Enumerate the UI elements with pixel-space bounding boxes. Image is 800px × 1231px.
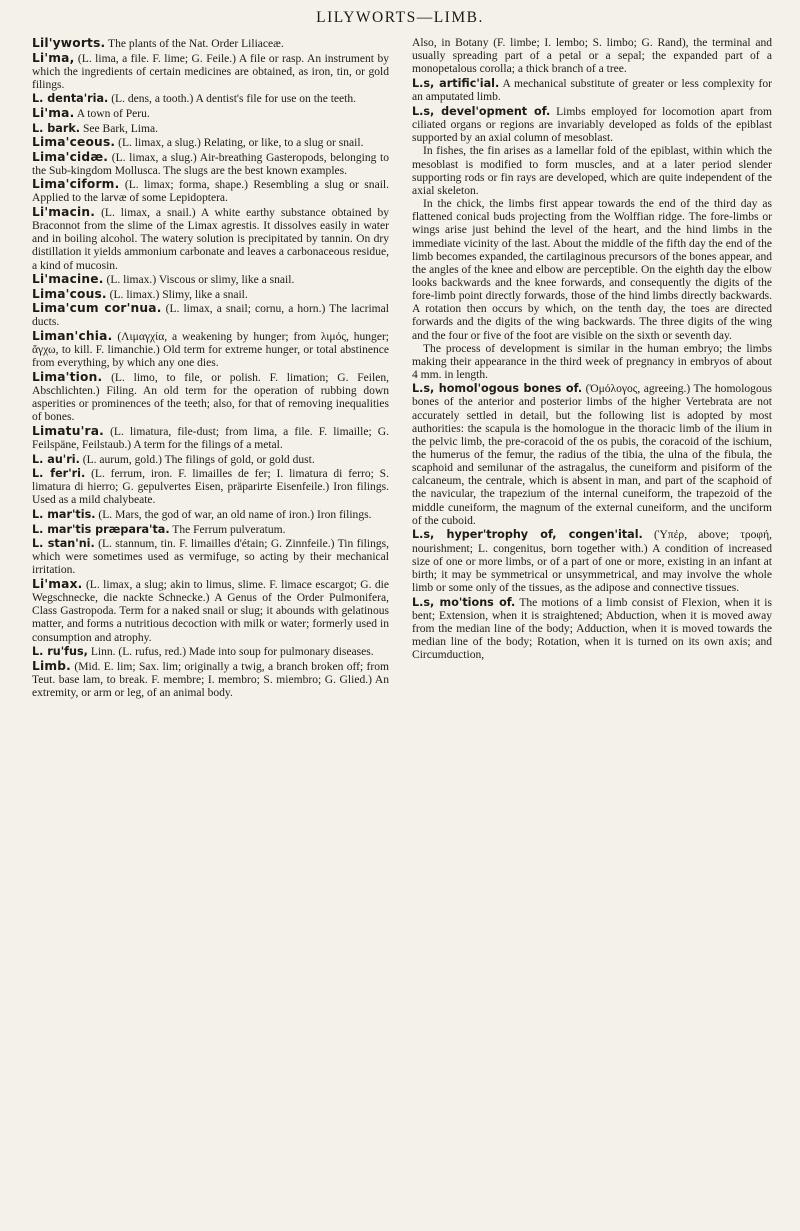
entry-headword: L.s, mo'tions of. <box>412 595 516 609</box>
dictionary-entry <box>412 77 772 104</box>
dictionary-entry <box>32 288 389 302</box>
entry-text: The Ferrum pulveratum. <box>172 523 286 536</box>
entry-text: (Mid. E. lim; Sax. lim; originally a twig, a branch broken off; from Teut. base lam, to break. F. membre; I. membro; S. miembro; G. Glied.) An extremity, or arm or leg, of an animal body. <box>32 660 390 699</box>
entry-text: (L. limax; forma, shape.) Resembling a slug or snail. Applied to the larvæ of some Lepidoptera. <box>32 179 390 205</box>
dictionary-entry <box>32 453 389 467</box>
entry-text: Limbs employed for locomotion apart from ciliated organs or regions are invariably developed as folds of the epiblast supported by an axial column of mesoblast. <box>412 105 772 144</box>
dictionary-entry <box>32 537 389 577</box>
entry-text: (L. limax, a snail.) A white earthy substance obtained by Braconnot from the slime of the Limax agrestis. It dissolves easily in water and in boiling alcohol. The watery solution is precipitated by tannin. On dry distillation it yields ammonium carbonate and leaves a carbonaceous residue, a kind of mucosin. <box>32 207 389 272</box>
dictionary-entry <box>32 107 389 121</box>
entry-text: The process of development is similar in the human embryo; the limbs making their appearance in the third week of pregnancy in embryos of about 4 mm. in length. <box>412 342 772 382</box>
entry-headword: Lima'cum cor'nua. <box>32 301 162 316</box>
entry-paragraph <box>412 343 772 382</box>
entry-headword: L. stan'ni. <box>32 537 95 551</box>
entry-text: (L. ferrum, iron. F. limailles de fer; I. limatura di ferro; S. limatura di hierro; G. gepulvertes Eisen, präparirte Eisenfeile.) Iron filings. Used as a mild chalybeate. <box>32 468 389 507</box>
entry-headword: Li'ma, <box>32 50 75 65</box>
entry-text: Linn. (L. rufus, red.) Made into soup for pulmonary diseases. <box>90 646 374 659</box>
entry-headword: L. bark. <box>32 121 81 135</box>
entry-text: (L. Mars, the god of war, an old name of iron.) Iron filings. <box>98 508 372 521</box>
dictionary-entry <box>412 528 772 595</box>
right-column <box>412 37 772 663</box>
entry-text: (L. aurum, gold.) The filings of gold, or gold dust. <box>82 453 315 466</box>
entry-text: (L. limatura, file-dust; from lima, a file. F. limaille; G. Feilspäne, Feilstaub.) A term for the filings of a metal. <box>32 425 389 451</box>
dictionary-entry <box>32 206 389 273</box>
dictionary-entry <box>412 37 772 76</box>
entry-headword: L. au'ri. <box>32 452 80 466</box>
entry-headword: L. mar'tis præpara'ta. <box>32 522 170 536</box>
entry-headword: Li'ma. <box>32 105 75 120</box>
dictionary-entry <box>32 660 389 700</box>
dictionary-entry <box>32 425 389 452</box>
entry-text: (Ὁμόλογος, agreeing.) The homologous bones of the anterior and posterior limbs of the higher Vertebrata are not accurately settled in detail, but the following list is adopted by most authorities: the scapula is the homologue in the thoracic limb of the ilium in the pelvic limb, the pre-coracoid of the os pubis, the coracoid of the ischium, the humerus of the femur, the radius of the tibia, the ulna of the fibula, the scaphoid and semilunar of the astragalus, the cuneiform and pisiform of the calcaneum, the centrale, which is absent in man, and part of the scaphoid of the navicular, the trapezium of the internal cuneiform, the trapezoid of the middle cuneiform, the magnum of the external cuneiform, and the unciform of the cuboid. <box>412 383 772 527</box>
entry-text: (Λιμαγχία, a weakening by hunger; from λιμός, hunger; ἄγχω, to kill. F. limanchie.) Old term for extreme hunger, or total abstinence from everything, by which any one dies. <box>32 330 389 370</box>
entry-headword: L. fer'ri. <box>32 467 86 481</box>
entry-text: (Ὑπέρ, above; τροφή, nourishment; L. congenitus, born together with.) A condition of increased size of one or more limbs, or of a part of one or more, existing in an infant at birth; it may be symmetrical or unsymmetrical, and may involve the whole limb or some only of the tissues, as the adipose and connective tissues. <box>412 529 773 594</box>
dictionary-entry <box>32 151 389 178</box>
entry-text: The plants of the Nat. Order Liliaceæ. <box>108 38 284 50</box>
dictionary-entry <box>32 178 389 205</box>
dictionary-entry <box>412 105 772 145</box>
entry-headword: Lima'ciform. <box>32 177 120 192</box>
entry-headword: L.s, artific'ial. <box>412 76 500 90</box>
entry-text: (L. limax, a slug.) Air-breathing Gasteropods, belonging to the Sub-kingdom Mollusca. The slugs are the best known examples. <box>32 151 390 177</box>
entry-text: (L. limax, a slug.) Relating, or like, to a slug or snail. <box>118 137 364 150</box>
entry-text: (L. lima, a file. F. lime; G. Feile.) A file or rasp. An instrument by which the ingredients of certain medicines are obtained, as iron, tin, or gold filings. <box>32 52 389 91</box>
dictionary-entry <box>32 467 389 507</box>
entry-headword: Li'max. <box>32 576 83 591</box>
dictionary-entry <box>32 273 389 287</box>
dictionary-entry <box>412 596 772 663</box>
entry-text: A town of Peru. <box>76 107 150 120</box>
entry-headword: L.s, devel'opment of. <box>412 104 551 118</box>
entry-headword: Lima'cous. <box>32 286 107 301</box>
dictionary-entry <box>32 371 389 425</box>
entry-headword: Li'macin. <box>32 205 96 219</box>
running-header: LILYWORTS—LIMB. <box>316 9 484 26</box>
entry-headword: Lil'yworts. <box>32 36 106 50</box>
entry-headword: Li'macine. <box>32 272 104 287</box>
left-column <box>32 37 389 700</box>
entry-text: (L. stannum, tin. F. limailles d'étain; G. Zinnfeile.) Tin filings, which were sometimes used as vermifuge, so acting by their mechanical irritation. <box>32 538 389 577</box>
entry-text: (L. limax, a snail; cornu, a horn.) The lacrimal ducts. <box>32 303 389 329</box>
entry-headword: L. denta'ria. <box>32 92 109 106</box>
entry-text: Also, in Botany (F. limbe; I. lembo; S. limbo; G. Rand), the terminal and usually spreading part of a petal or a sepal; the expanded part of a monopetalous corolla; a thick branch of a tree. <box>412 37 772 76</box>
entry-headword: L.s, homol'ogous bones of. <box>412 382 583 396</box>
entry-text: In fishes, the fin arises as a lamellar fold of the epiblast, within which the mesoblast is modified to form muscles, and at a later period slender supporting rods or fin rays are developed, which are quite independent of the axial skeleton. <box>412 145 772 197</box>
dictionary-entry <box>32 92 389 106</box>
entry-text: In the chick, the limbs first appear towards the end of the third day as flattened conical buds projecting from the Wolffian ridge. The fore-limbs or wings arise just behind the level of the heart, and the hind limbs in the immediate vicinity of the last. About the middle of the fifth day the end of the limb becomes expanded, the cartilaginous precursors of the bones appear, and the angles of the knee and elbow are perceptible. On the eighth day the elbow looks backwards and the knee forwards, and consequently the digits of the fore-limb point directly forwards, those of the hind limbs directly backwards. A rotation then occurs by which, on the tenth day, the toes are directed forwards and the digits of the wing backwards. The three digits of the wing and the four or five of the foot are visible on the sixth or seventh day. <box>412 198 772 342</box>
dictionary-entry <box>32 578 389 645</box>
entry-headword: Liman'chia. <box>32 328 113 343</box>
entry-text: (L. dens, a tooth.) A dentist's file for use on the teeth. <box>111 93 357 106</box>
entry-headword: Lima'tion. <box>32 369 103 384</box>
dictionary-entry <box>32 302 389 329</box>
entry-text: (L. limax.) Viscous or slimy, like a snail. <box>106 274 295 287</box>
dictionary-entry <box>32 645 389 659</box>
entry-text: See Bark, Lima. <box>82 122 158 135</box>
dictionary-entry <box>32 523 389 537</box>
entry-text: (L. limax.) Slimy, like a snail. <box>109 288 248 301</box>
entry-headword: L.s, hyper'trophy of, congen'ital. <box>412 528 643 542</box>
entry-headword: Lima'cidæ. <box>32 149 109 164</box>
entry-headword: Lima'ceous. <box>32 135 116 150</box>
dictionary-entry <box>32 122 389 136</box>
entry-headword: Limb. <box>32 658 71 673</box>
entry-headword: Limatu'ra. <box>32 423 104 438</box>
entry-text: A mechanical substitute of greater or less complexity for an amputated limb. <box>412 77 772 104</box>
entry-text: (L. limax, a slug; akin to limus, slime. F. limace escargot; G. die Wegschnecke, die nackte Schnecke.) A Genus of the Order Pulmonifera, Class Gastropoda. Term for a naked snail or slug; it abounds with gelatinous matter, and forms a nutritious decoction with milk or water; formerly used in consumption and atrophy. <box>32 578 389 644</box>
entry-text: The motions of a limb consist of Flexion, when it is bent; Extension, when it is straightened; Abduction, when it is moved away from the median line of the body; Adduction, when it is moved towards the median line of the body; Rotation, when it is turned on its own axis; and Circumduction, <box>412 596 772 662</box>
dictionary-entry <box>32 37 389 51</box>
entry-paragraph <box>412 198 772 343</box>
dictionary-entry <box>412 382 772 528</box>
dictionary-entry <box>32 136 389 150</box>
entry-paragraph <box>412 145 772 198</box>
dictionary-entry <box>32 508 389 522</box>
entry-text: (L. limo, to file, or polish. F. limation; G. Feilen, Abschlichten.) Filing. An old term for the operation of rubbing down asperities or prominences of the teeth; also, for that of removing inequalities of bones. <box>32 371 390 424</box>
dictionary-entry <box>32 52 389 92</box>
dictionary-entry <box>32 330 389 370</box>
entry-headword: L. ru'fus, <box>32 645 88 659</box>
entry-headword: L. mar'tis. <box>32 507 96 521</box>
